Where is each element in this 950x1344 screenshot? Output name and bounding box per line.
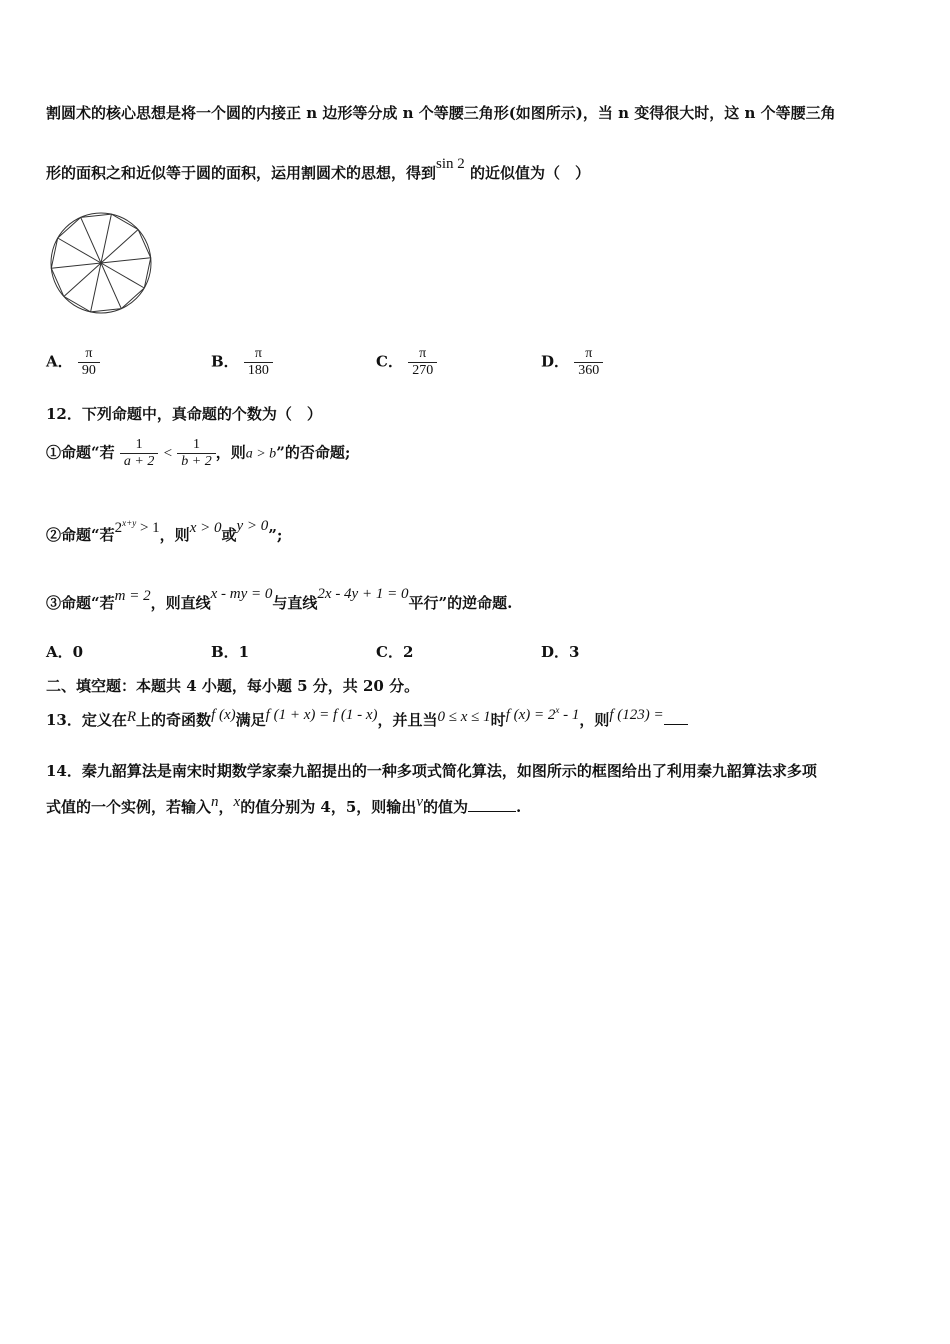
q12-option-a[interactable]: A．0: [46, 643, 84, 661]
q12-option-d[interactable]: D．3: [541, 643, 580, 661]
q11-option-c[interactable]: C． $\frac{\pi}{270}$: [376, 346, 437, 379]
q11-line1: 割圆术的核心思想是将一个圆的内接正 n 边形等分成 n 个等腰三角形(如图所示)，当 n 变得很大时，这 n 个等腰三角: [46, 104, 836, 122]
q11-option-b[interactable]: B． $\frac{\pi}{180}$: [211, 346, 273, 379]
q14-line1: 14．秦九韶算法是南宋时期数学家秦九韶提出的一种多项式简化算法，如图所示的框图给出了利用秦九韶算法求多项: [46, 762, 817, 780]
q12-stem: 12．下列命题中，真命题的个数为（ ）: [46, 405, 322, 423]
option-fraction: $\frac{\pi}{180}$: [244, 346, 273, 379]
option-fraction: $\frac{\pi}{90}$: [78, 346, 100, 379]
fraction-1-over-a-plus-2: $\frac{1}{a + 2}$: [120, 437, 158, 470]
option-fraction: $\frac{\pi}{270}$: [408, 346, 437, 379]
option-fraction: $\frac{\pi}{360}$: [574, 346, 603, 379]
radius-line: [101, 263, 121, 309]
radius-line: [51, 263, 101, 268]
q12-item2: ②命题“若$2^{x+y} > 1$，则x > 0或y > 0”;: [46, 518, 283, 544]
circle-figure: [48, 210, 154, 316]
radius-line: [81, 217, 101, 263]
q12-item3: ③命题“若m = 2，则直线x - my = 0与直线2x - 4y + 1 = 0平行”的逆命题.: [46, 586, 513, 612]
radius-line: [101, 258, 151, 263]
sin2-expression: sin 2: [436, 156, 465, 172]
q12-option-b[interactable]: B．1: [211, 643, 250, 661]
q11-line2: 形的面积之和近似等于圆的面积，运用割圆术的思想，得到sin 2 的近似值为（ ）: [46, 156, 591, 182]
q12-option-c[interactable]: C．2: [376, 643, 414, 661]
answer-blank-q13[interactable]: [664, 710, 688, 725]
q14-line2: 式值的一个实例，若输入n，x的值分别为 4，5，则输出v的值为 .: [46, 794, 522, 816]
radius-line: [58, 238, 101, 263]
fraction-1-over-b-plus-2: $\frac{1}{b + 2}$: [177, 437, 215, 470]
radius-line: [101, 263, 144, 288]
q11-option-d[interactable]: D． $\frac{\pi}{360}$: [541, 346, 603, 379]
section-heading: 二、填空题：本题共 4 小题，每小题 5 分，共 20 分。: [46, 677, 420, 695]
q13: 13．定义在R上的奇函数f (x)满足f (1 + x) = f (1 - x)，并且当0 ≤ x ≤ 1时f $(x) = 2^x - 1$，则f (123) =: [46, 709, 688, 730]
q12-item1: ①命题“若 $\frac{1}{a + 2}$ < $\frac{1}{b + 2}$ ，则a > b”的否命题;: [46, 437, 351, 469]
q11-option-a[interactable]: A． $\frac{\pi}{90}$: [46, 346, 100, 379]
answer-blank-q14[interactable]: [468, 797, 516, 812]
